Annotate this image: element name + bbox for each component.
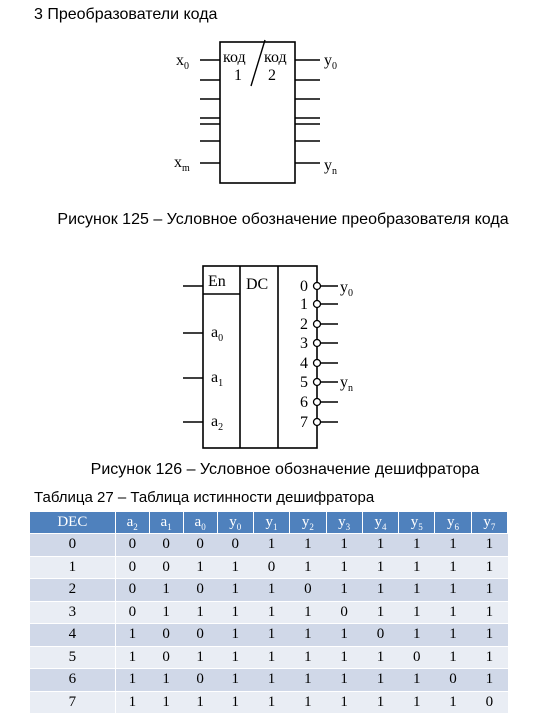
decoder-diagram — [0, 260, 540, 450]
output-number-1: 1 — [300, 296, 308, 313]
table-cell: 1 — [362, 691, 398, 713]
code-left-label: код — [223, 49, 246, 66]
table-cell: 1 — [183, 646, 217, 669]
table-cell: 1 — [399, 669, 435, 692]
table-cell: 1 — [399, 691, 435, 713]
table-cell: 1 — [362, 556, 398, 579]
table-cell: 0 — [149, 556, 183, 579]
output-yn-label: $y_n$ — [324, 157, 337, 177]
table-cell: 1 — [290, 534, 326, 557]
table-cell: 1 — [217, 669, 253, 692]
table-cell: 1 — [471, 601, 507, 624]
inversion-circle — [314, 399, 321, 406]
output-number-2: 2 — [300, 316, 308, 333]
table-cell: 1 — [362, 646, 398, 669]
table-cell: 1 — [30, 556, 115, 579]
table-cell: 1 — [290, 691, 326, 713]
table-row — [30, 624, 508, 647]
table-row — [30, 669, 508, 692]
table-cell: 1 — [149, 691, 183, 713]
table-cell: 0 — [326, 601, 362, 624]
decoder-truth-table — [30, 512, 508, 713]
table-cell: 1 — [290, 556, 326, 579]
table-cell: 1 — [217, 601, 253, 624]
column-header: $a_2$ — [115, 512, 149, 534]
column-header: $y_1$ — [253, 512, 289, 534]
table-cell: 1 — [362, 579, 398, 602]
table-row — [30, 534, 508, 557]
input-a1-label: $a_1$ — [211, 369, 224, 389]
table-cell: 1 — [253, 534, 289, 557]
table-cell: 1 — [326, 556, 362, 579]
table-cell: 0 — [183, 669, 217, 692]
table-cell: 0 — [183, 624, 217, 647]
column-header: $y_0$ — [217, 512, 253, 534]
table-cell: 1 — [326, 691, 362, 713]
table-cell: 0 — [115, 534, 149, 557]
table-cell: 1 — [290, 624, 326, 647]
inversion-circle — [314, 301, 321, 308]
table-cell: 1 — [435, 556, 471, 579]
table-cell: 1 — [115, 624, 149, 647]
table-cell: 1 — [290, 601, 326, 624]
table-cell: 1 — [471, 556, 507, 579]
table-cell: 7 — [30, 691, 115, 713]
table-cell: 1 — [217, 556, 253, 579]
table-cell: 0 — [115, 601, 149, 624]
table-cell: 1 — [362, 669, 398, 692]
table-cell: 1 — [399, 601, 435, 624]
table-cell: 0 — [183, 579, 217, 602]
table-row — [30, 691, 508, 713]
table-cell: 1 — [362, 601, 398, 624]
table-cell: 0 — [115, 579, 149, 602]
input-xm-label: $x_m$ — [174, 154, 190, 174]
inversion-circle — [314, 283, 321, 290]
table-cell: 1 — [149, 669, 183, 692]
code-converter-diagram — [0, 0, 540, 200]
table-cell: 1 — [115, 691, 149, 713]
input-a0-label: $a_0$ — [211, 324, 224, 344]
table-cell: 0 — [253, 556, 289, 579]
code-divider-slash — [251, 40, 265, 86]
table-cell: 1 — [399, 579, 435, 602]
figure-126-caption: Рисунок 126 – Условное обозначение дешифратора — [90, 461, 480, 478]
table-cell: 1 — [183, 556, 217, 579]
dc-label: DC — [246, 276, 269, 293]
table-cell: 0 — [149, 534, 183, 557]
table-cell: 6 — [30, 669, 115, 692]
table-cell: 0 — [30, 534, 115, 557]
code-left-number: 1 — [234, 67, 242, 84]
table-cell: 0 — [290, 579, 326, 602]
table-cell: 1 — [253, 624, 289, 647]
table-cell: 0 — [435, 669, 471, 692]
table-cell: 1 — [326, 646, 362, 669]
column-header: DEC — [30, 512, 115, 534]
table-cell: 5 — [30, 646, 115, 669]
code-right-number: 2 — [268, 67, 276, 84]
table-cell: 1 — [217, 691, 253, 713]
table-cell: 1 — [435, 646, 471, 669]
inversion-circle — [314, 360, 321, 367]
input-a2-label: $a_2$ — [211, 413, 224, 433]
output-number-6: 6 — [300, 394, 308, 411]
output-number-7: 7 — [300, 414, 308, 431]
table-cell: 1 — [115, 646, 149, 669]
input-pins — [200, 60, 220, 163]
table-cell: 1 — [399, 556, 435, 579]
table-cell: 1 — [435, 624, 471, 647]
input-x0-label: $x_0$ — [176, 52, 189, 72]
table-cell: 1 — [435, 691, 471, 713]
table-cell: 1 — [115, 669, 149, 692]
table-cell: 1 — [217, 624, 253, 647]
output-y0-label: $y_0$ — [324, 52, 337, 72]
table-cell: 1 — [326, 624, 362, 647]
table-cell: 1 — [253, 601, 289, 624]
table-cell: 0 — [362, 624, 398, 647]
column-header: $a_0$ — [183, 512, 217, 534]
table-cell: 0 — [399, 646, 435, 669]
table-cell: 1 — [253, 579, 289, 602]
table-row — [30, 579, 508, 602]
table-cell: 0 — [149, 646, 183, 669]
table-cell: 1 — [471, 624, 507, 647]
inversion-circle — [314, 379, 321, 386]
table-cell: 0 — [115, 556, 149, 579]
decoder-output-pins — [300, 278, 338, 431]
output-number-0: 0 — [300, 278, 308, 295]
table-cell: 1 — [471, 646, 507, 669]
table-cell: 0 — [149, 624, 183, 647]
table-cell: 3 — [30, 601, 115, 624]
table-row — [30, 556, 508, 579]
table-cell: 1 — [183, 601, 217, 624]
output-number-5: 5 — [300, 374, 308, 391]
output-number-4: 4 — [300, 355, 308, 372]
output-y0-label: $y_0$ — [340, 279, 353, 299]
column-header: $y_6$ — [435, 512, 471, 534]
output-number-3: 3 — [300, 335, 308, 352]
table-cell: 2 — [30, 579, 115, 602]
inversion-circle — [314, 340, 321, 347]
table-cell: 0 — [217, 534, 253, 557]
table-cell: 1 — [399, 624, 435, 647]
table-cell: 1 — [290, 646, 326, 669]
table-cell: 1 — [326, 579, 362, 602]
table-row — [30, 646, 508, 669]
table-row — [30, 601, 508, 624]
table-cell: 1 — [471, 579, 507, 602]
table-cell: 1 — [471, 669, 507, 692]
figure-125-caption: Рисунок 125 – Условное обозначение преобразователя кода — [57, 211, 509, 228]
table-cell: 1 — [253, 669, 289, 692]
table-cell: 1 — [435, 601, 471, 624]
table-cell: 1 — [326, 669, 362, 692]
column-header: $y_7$ — [471, 512, 507, 534]
code-right-label: код — [264, 49, 287, 66]
output-yn-label: $y_n$ — [340, 374, 353, 394]
table-header-row — [30, 512, 508, 534]
inversion-circle — [314, 419, 321, 426]
table-cell: 1 — [399, 534, 435, 557]
table-cell: 1 — [149, 601, 183, 624]
table-cell: 4 — [30, 624, 115, 647]
table-cell: 0 — [183, 534, 217, 557]
column-header: $y_2$ — [290, 512, 326, 534]
column-header: $y_3$ — [326, 512, 362, 534]
table-cell: 1 — [149, 579, 183, 602]
table-cell: 0 — [471, 691, 507, 713]
table-cell: 1 — [217, 646, 253, 669]
column-header: $a_1$ — [149, 512, 183, 534]
table-cell: 1 — [435, 579, 471, 602]
output-pins — [295, 60, 320, 163]
decoder-input-pins — [183, 286, 203, 422]
table-cell: 1 — [471, 534, 507, 557]
column-header: $y_5$ — [399, 512, 435, 534]
table-cell: 1 — [183, 691, 217, 713]
enable-label: En — [208, 273, 226, 290]
table-cell: 1 — [290, 669, 326, 692]
table-cell: 1 — [217, 579, 253, 602]
column-header: $y_4$ — [362, 512, 398, 534]
section-heading: 3 Преобразователи кода — [34, 6, 218, 23]
table-cell: 1 — [326, 534, 362, 557]
table-cell: 1 — [253, 691, 289, 713]
inversion-circle — [314, 321, 321, 328]
table-cell: 1 — [362, 534, 398, 557]
table-title: Таблица 27 – Таблица истинности дешифратора — [34, 489, 375, 506]
table-cell: 1 — [435, 534, 471, 557]
table-cell: 1 — [253, 646, 289, 669]
